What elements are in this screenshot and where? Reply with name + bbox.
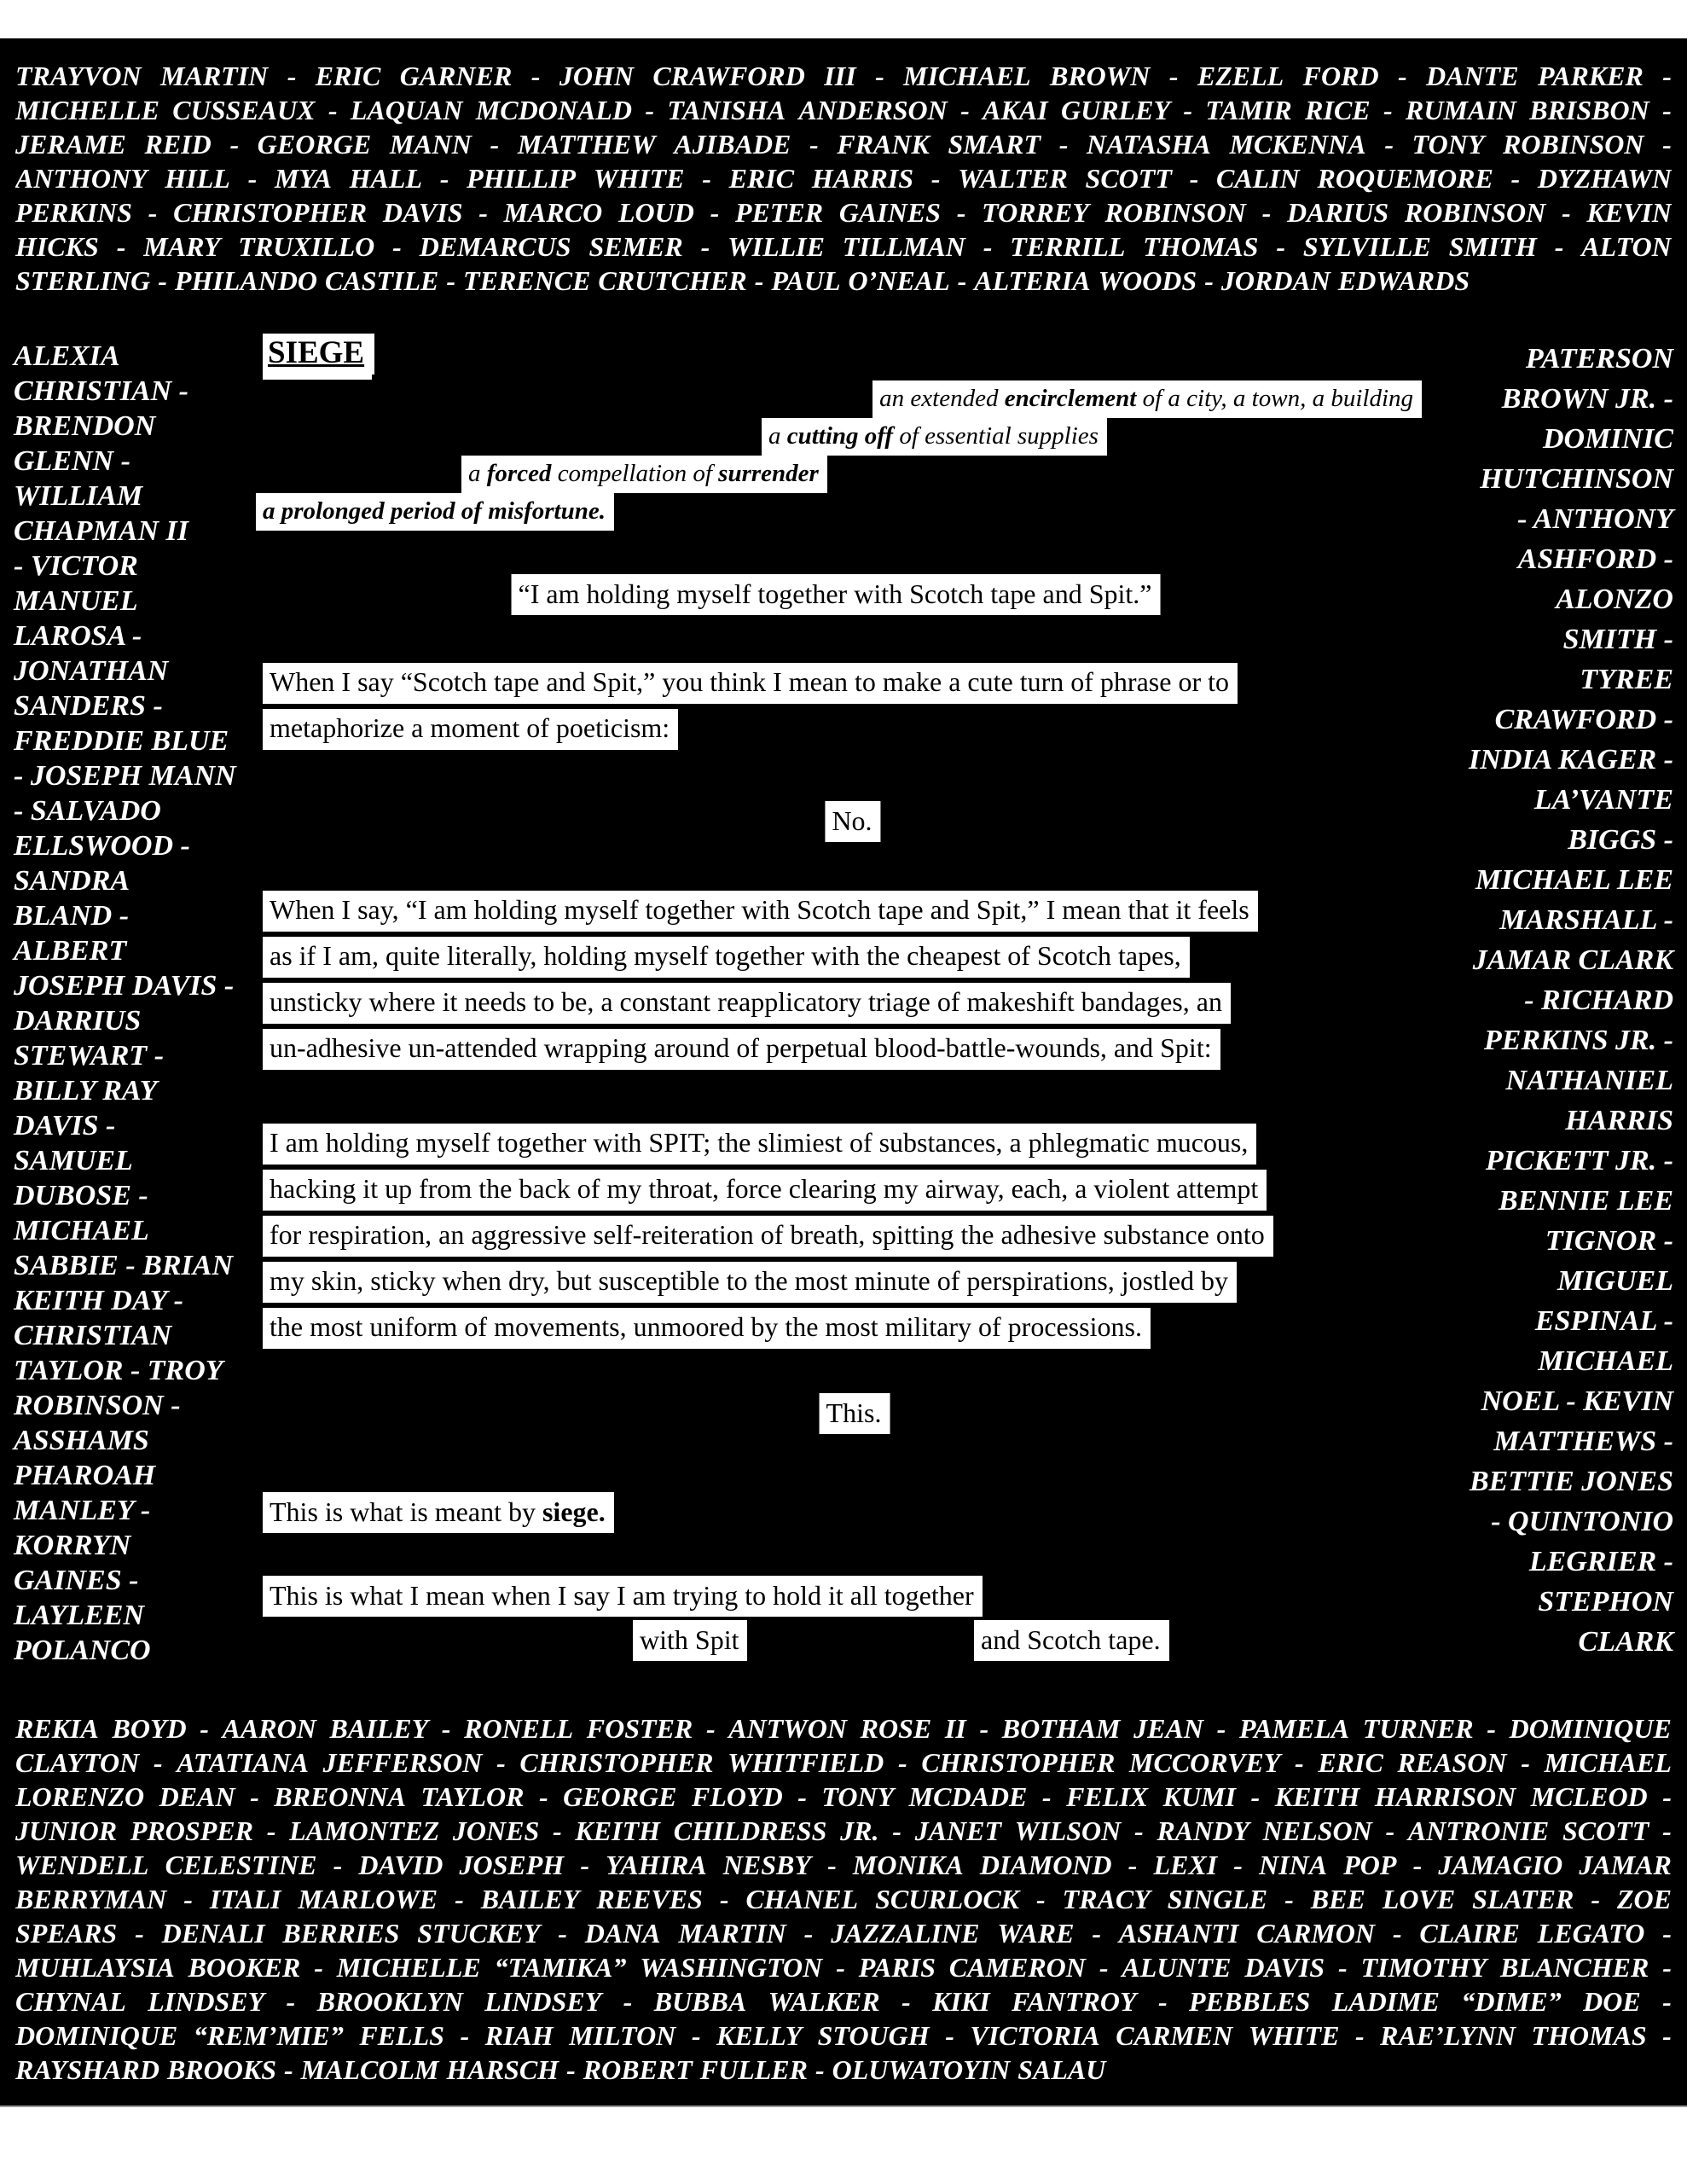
stanza-2 xyxy=(263,891,1258,1075)
definition-line-4: a prolonged period of misfortune. xyxy=(256,493,614,531)
left-names-column-line-16: SANDRA xyxy=(14,865,130,897)
left-names-column-line-38: POLANCO xyxy=(14,1635,151,1666)
left-names-column-line-28: KEITH DAY - xyxy=(14,1285,183,1316)
left-names-column-line-1: ALEXIA xyxy=(14,340,120,372)
right-names-column-line-31: LEGRIER - xyxy=(1528,1546,1673,1577)
right-names-column-line-18: PERKINS JR. - xyxy=(1484,1025,1673,1056)
poem-page xyxy=(0,38,1687,2106)
left-names-column-line-15: ELLSWOOD - xyxy=(14,830,190,862)
right-names-column-line-29: BETTIE JONES xyxy=(1470,1466,1673,1497)
bottom-names-block-line-5: WENDELL CELESTINE - DAVID JOSEPH - YAHIRA NESBY - MONIKA DIAMOND - LEXI - NINA POP - JAMAGIO JAMAR xyxy=(15,1850,1672,1880)
right-names-column xyxy=(1400,339,1673,1662)
top-names-block-line-1: TRAYVON MARTIN - ERIC GARNER - JOHN CRAWFORD III - MICHAEL BROWN - EZELL FORD - DANTE PARKER - xyxy=(15,61,1672,91)
stanza-1 xyxy=(263,663,1238,755)
meant-line xyxy=(263,1492,614,1533)
right-names-column-line-33: CLARK xyxy=(1578,1626,1673,1658)
top-names-block-line-4: ANTHONY HILL - MYA HALL - PHILLIP WHITE - ERIC HARRIS - WALTER SCOTT - CALIN ROQUEMORE - DYZHAWN xyxy=(15,163,1672,194)
left-names-column-line-36: GAINES - xyxy=(14,1565,139,1596)
top-names-block-line-2: MICHELLE CUSSEAUX - LAQUAN MCDONALD - TANISHA ANDERSON - AKAI GURLEY - TAMIR RICE - RUMAIN BRISBON - xyxy=(15,95,1672,125)
left-names-column xyxy=(14,339,270,1668)
bottom-names-block-line-8: MUHLAYSIA BOOKER - MICHELLE “TAMIKA” WASHINGTON - PARIS CAMERON - ALUNTE DAVIS - TIMOTHY BLANCHER - xyxy=(15,1952,1672,1983)
right-names-column-line-5: - ANTHONY xyxy=(1517,503,1673,535)
right-names-column-line-26: MICHAEL xyxy=(1538,1345,1673,1377)
right-names-column-line-19: NATHANIEL xyxy=(1505,1065,1673,1096)
bottom-names-block-line-2: CLAYTON - ATATIANA JEFFERSON - CHRISTOPHER WHITFIELD - CHRISTOPHER MCCORVEY - ERIC REASON - MICHAEL xyxy=(15,1747,1672,1778)
left-names-column-line-32: ASSHAMS xyxy=(14,1425,149,1456)
left-names-column-line-23: DAVIS - xyxy=(14,1110,116,1141)
bottom-names-block-line-1: REKIA BOYD - AARON BAILEY - RONELL FOSTER - ANTWON ROSE II - BOTHAM JEAN - PAMELA TURNER - DOMINIQUE xyxy=(15,1713,1672,1744)
left-names-column-line-10: JONATHAN xyxy=(14,655,169,687)
stanza-2-line-1: When I say, “I am holding myself together with Scotch tape and Spit,” I mean that it feels xyxy=(263,891,1258,932)
right-names-column-line-16: JAMAR CLARK xyxy=(1472,944,1673,976)
right-names-column-line-23: TIGNOR - xyxy=(1545,1225,1673,1257)
right-names-column-line-8: SMITH - xyxy=(1562,624,1673,655)
right-names-column-line-28: MATTHEWS - xyxy=(1493,1426,1673,1457)
left-names-column-line-6: CHAPMAN II xyxy=(14,515,188,547)
left-names-column-line-34: MANLEY - xyxy=(14,1495,151,1526)
stanza-2-line-4: un-adhesive un-attended wrapping around of perpetual blood-battle-wounds, and Spit: xyxy=(263,1029,1220,1070)
right-names-column-line-9: TYREE xyxy=(1580,664,1673,695)
left-names-column-line-12: FREDDIE BLUE xyxy=(14,725,229,757)
bottom-names-block xyxy=(15,1713,1672,2088)
stanza-1-line-2: metaphorize a moment of poeticism: xyxy=(263,709,678,750)
left-names-column-line-33: PHAROAH xyxy=(14,1460,156,1491)
left-names-column-line-31: ROBINSON - xyxy=(14,1390,181,1421)
right-names-column-line-32: STEPHON xyxy=(1538,1586,1673,1618)
right-names-column-line-30: - QUINTONIO xyxy=(1491,1506,1673,1537)
left-names-column-line-24: SAMUEL xyxy=(14,1145,133,1176)
left-names-column-line-18: ALBERT xyxy=(14,935,127,967)
bottom-names-block-line-3: LORENZO DEAN - BREONNA TAYLOR - GEORGE FLOYD - TONY MCDADE - FELIX KUMI - KEITH HARRISON MCLEOD - xyxy=(15,1781,1672,1812)
stanza-3-line-5: the most uniform of movements, unmoored by the most military of processions. xyxy=(263,1308,1151,1349)
definition-line-2: a cutting off of essential supplies xyxy=(762,418,1107,456)
left-names-column-line-29: CHRISTIAN xyxy=(14,1320,172,1351)
right-names-column-line-6: ASHFORD - xyxy=(1517,543,1673,575)
bottom-names-block-line-10: DOMINIQUE “REM’MIE” FELLS - RIAH MILTON - KELLY STOUGH - VICTORIA CARMEN WHITE - RAE’LYNN THOMAS - xyxy=(15,2020,1672,2051)
right-names-column-line-14: MICHAEL LEE xyxy=(1475,864,1673,896)
bottom-names-block-line-9: CHYNAL LINDSEY - BROOKLYN LINDSEY - BUBBA WALKER - KIKI FANTROY - PEBBLES LADIME “DIME” DOE - xyxy=(15,1986,1672,2017)
right-names-column-line-27: NOEL - KEVIN xyxy=(1481,1385,1673,1417)
right-names-column-line-13: BIGGS - xyxy=(1568,824,1673,856)
bottom-names-block-line-4: JUNIOR PROSPER - LAMONTEZ JONES - KEITH CHILDRESS JR. - JANET WILSON - RANDY NELSON - ANTRONIE SCOTT - xyxy=(15,1815,1672,1846)
left-names-column-line-30: TAYLOR - TROY xyxy=(14,1355,223,1386)
and-scotch-tape-line: and Scotch tape. xyxy=(974,1620,1169,1661)
right-names-column-line-10: CRAWFORD - xyxy=(1494,704,1673,735)
left-names-column-line-8: MANUEL xyxy=(14,585,138,617)
poem-title-text: SIEGE xyxy=(268,335,365,370)
epigraph-quote: “I am holding myself together with Scotch tape and Spit.” xyxy=(512,574,1161,615)
stanza-3-line-1: I am holding myself together with SPIT; the slimiest of substances, a phlegmatic mucous, xyxy=(263,1124,1256,1165)
top-names-block-line-3: JERAME REID - GEORGE MANN - MATTHEW AJIBADE - FRANK SMART - NATASHA MCKENNA - TONY ROBINSON - xyxy=(15,129,1672,160)
right-names-column-line-17: - RICHARD xyxy=(1524,985,1673,1016)
left-names-column-line-26: MICHAEL xyxy=(14,1215,149,1246)
right-names-column-line-15: MARSHALL - xyxy=(1499,904,1673,936)
right-names-column-line-21: PICKETT JR. - xyxy=(1485,1145,1673,1176)
top-names-block-line-6: HICKS - MARY TRUXILLO - DEMARCUS SEMER - WILLIE TILLMAN - TERRILL THOMAS - SYLVILLE SMITH - ALTON xyxy=(15,231,1672,262)
definition-line-1: an extended encirclement of a city, a town, a building xyxy=(872,380,1422,418)
left-names-column-line-9: LAROSA - xyxy=(14,620,142,652)
left-names-column-line-21: STEWART - xyxy=(14,1040,165,1072)
top-names-block-line-7: STERLING - PHILANDO CASTILE - TERENCE CRUTCHER - PAUL O’NEAL - ALTERIA WOODS - JORDAN EDWARDS xyxy=(15,265,1470,296)
left-names-column-line-17: BLAND - xyxy=(14,900,130,932)
left-names-column-line-37: LAYLEEN xyxy=(14,1600,145,1631)
right-names-column-line-4: HUTCHINSON xyxy=(1480,463,1673,495)
stanza-2-line-3: unsticky where it needs to be, a constant reapplicatory triage of makeshift bandages, an xyxy=(263,983,1231,1024)
stanza-3-line-4: my skin, sticky when dry, but susceptible to the most minute of perspirations, jostled by xyxy=(263,1262,1237,1303)
left-names-column-line-4: GLENN - xyxy=(14,445,130,477)
left-names-column-line-3: BRENDON xyxy=(14,410,156,442)
left-names-column-line-35: KORRYN xyxy=(14,1530,131,1561)
left-names-column-line-13: - JOSEPH MANN xyxy=(14,760,236,792)
right-names-column-line-22: BENNIE LEE xyxy=(1499,1185,1673,1217)
right-names-column-line-7: ALONZO xyxy=(1556,584,1673,615)
top-names-block xyxy=(15,61,1672,299)
left-names-column-line-2: CHRISTIAN - xyxy=(14,375,188,407)
right-names-column-line-1: PATERSON xyxy=(1525,343,1673,375)
left-names-column-line-5: WILLIAM xyxy=(14,480,143,512)
left-names-column-line-7: - VICTOR xyxy=(14,550,138,582)
stanza-2-line-2: as if I am, quite literally, holding myself together with the cheapest of Scotch tapes, xyxy=(263,937,1190,978)
bottom-names-block-line-7: SPEARS - DENALI BERRIES STUCKEY - DANA MARTIN - JAZZALINE WARE - ASHANTI CARMON - CLAIRE LEGATO - xyxy=(15,1918,1672,1949)
stanza-3-line-2: hacking it up from the back of my throat, force clearing my airway, each, a violent attempt xyxy=(263,1170,1267,1211)
right-names-column-line-11: INDIA KAGER - xyxy=(1469,744,1673,775)
right-names-column-line-3: DOMINIC xyxy=(1542,423,1673,455)
left-names-column-line-19: JOSEPH DAVIS - xyxy=(14,970,235,1002)
stanza-1-line-1: When I say “Scotch tape and Spit,” you think I mean to make a cute turn of phrase or to xyxy=(263,663,1238,704)
bottom-names-block-line-6: BERRYMAN - ITALI MARLOWE - BAILEY REEVES - CHANEL SCURLOCK - TRACY SINGLE - BEE LOVE SLATER - ZOE xyxy=(15,1884,1672,1914)
left-names-column-line-14: - SALVADO xyxy=(14,795,161,827)
left-names-column-line-25: DUBOSE - xyxy=(14,1180,148,1211)
right-names-column-line-2: BROWN JR. - xyxy=(1501,383,1673,415)
left-names-column-line-11: SANDERS - xyxy=(14,690,163,722)
left-names-column-line-27: SABBIE - BRIAN xyxy=(14,1250,233,1281)
meant-line-siege: siege. xyxy=(542,1496,606,1527)
poem-title xyxy=(263,334,374,375)
this-line: This. xyxy=(820,1393,890,1434)
no-line: No. xyxy=(825,801,880,842)
with-spit-line: with Spit xyxy=(633,1620,747,1661)
stanza-3-line-3: for respiration, an aggressive self-reiteration of breath, spitting the adhesive substance onto xyxy=(263,1216,1273,1257)
right-names-column-line-24: MIGUEL xyxy=(1557,1265,1673,1297)
top-names-block-line-5: PERKINS - CHRISTOPHER DAVIS - MARCO LOUD - PETER GAINES - TORREY ROBINSON - DARIUS ROBINSON - KEVIN xyxy=(15,197,1672,228)
meant-line-prefix: This is what is meant by xyxy=(270,1496,542,1527)
bottom-names-block-line-11: RAYSHARD BROOKS - MALCOLM HARSCH - ROBERT FULLER - OLUWATOYIN SALAU xyxy=(15,2054,1106,2085)
stanza-3 xyxy=(263,1124,1273,1354)
right-names-column-line-20: HARRIS xyxy=(1565,1105,1673,1136)
hold-together-line: This is what I mean when I say I am trying to hold it all together xyxy=(263,1576,983,1617)
left-names-column-line-20: DARRIUS xyxy=(14,1005,142,1037)
title-underline-bar xyxy=(263,374,372,380)
right-names-column-line-25: ESPINAL - xyxy=(1534,1305,1673,1337)
left-names-column-line-22: BILLY RAY xyxy=(14,1075,158,1107)
right-names-column-line-12: LA’VANTE xyxy=(1533,784,1673,816)
definition-line-3: a forced compellation of surrender xyxy=(461,456,827,493)
